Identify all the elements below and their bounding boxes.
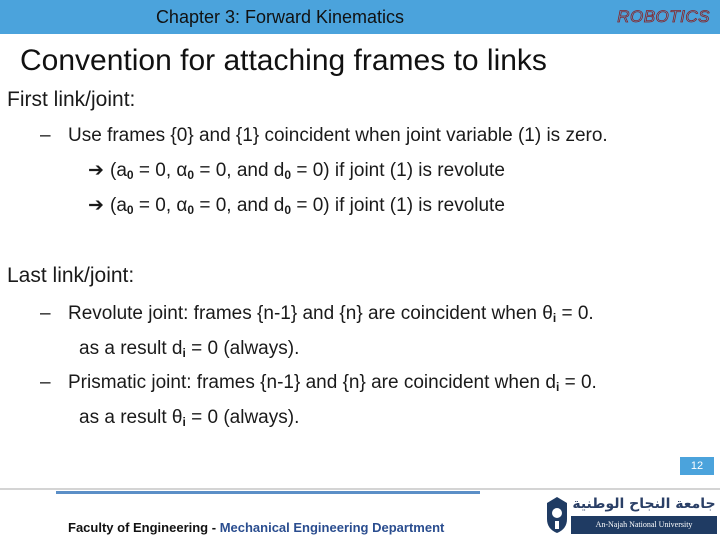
university-emblem-icon bbox=[545, 495, 569, 535]
first-bullet bbox=[40, 125, 608, 147]
right-arrow-icon: ➔ bbox=[88, 195, 104, 216]
prismatic-result: as a result $\theta_i = 0$ (always). bbox=[79, 407, 300, 429]
logo-english-name: An-Najah National University bbox=[595, 520, 693, 529]
university-logo bbox=[545, 494, 717, 536]
footer-accent-line bbox=[56, 491, 480, 543]
right-arrow-icon: ➔ bbox=[88, 160, 104, 181]
header-bar bbox=[0, 0, 720, 34]
first-link-heading: First link/joint: bbox=[7, 88, 136, 111]
logo-arabic-name: جامعة النجاح الوطنية bbox=[572, 496, 716, 512]
faculty-label: Faculty of Engineering - bbox=[68, 520, 220, 535]
first-arrow-line-1: ➔ ($a_0 = 0$, $\alpha_0 = 0$, and $d_0 = 0$) if joint (1) is revolute bbox=[88, 160, 505, 182]
first-arrow-line-2: ➔ ($a_0 = 0$, $\alpha_0 = 0$, and $d_0 = 0$) if joint (1) is revolute bbox=[88, 195, 505, 217]
page-number: 12 bbox=[680, 457, 714, 475]
dash-bullet: – bbox=[40, 125, 51, 146]
footer-divider bbox=[0, 488, 720, 490]
robotics-brand: ROBOTICS bbox=[617, 7, 710, 26]
dash-bullet: – bbox=[40, 372, 51, 393]
first-bullet-text: Use frames {0} and {1} coincident when joint variable (1) is zero. bbox=[68, 125, 608, 146]
dash-bullet: – bbox=[40, 303, 51, 324]
last-link-heading: Last link/joint: bbox=[7, 264, 135, 287]
footer-text bbox=[68, 520, 444, 535]
slide-title: Convention for attaching frames to links bbox=[20, 44, 547, 77]
revolute-bullet: – Revolute joint: frames {n-1} and {n} are coincident when $\theta_i = 0$. bbox=[40, 303, 594, 325]
chapter-title: Chapter 3: Forward Kinematics bbox=[155, 7, 405, 27]
department-label: Mechanical Engineering Department bbox=[219, 520, 445, 535]
prismatic-bullet: – Prismatic joint: frames {n-1} and {n} are coincident when $d_i = 0$. bbox=[40, 372, 597, 394]
revolute-result: as a result $d_i = 0$ (always). bbox=[79, 338, 300, 360]
